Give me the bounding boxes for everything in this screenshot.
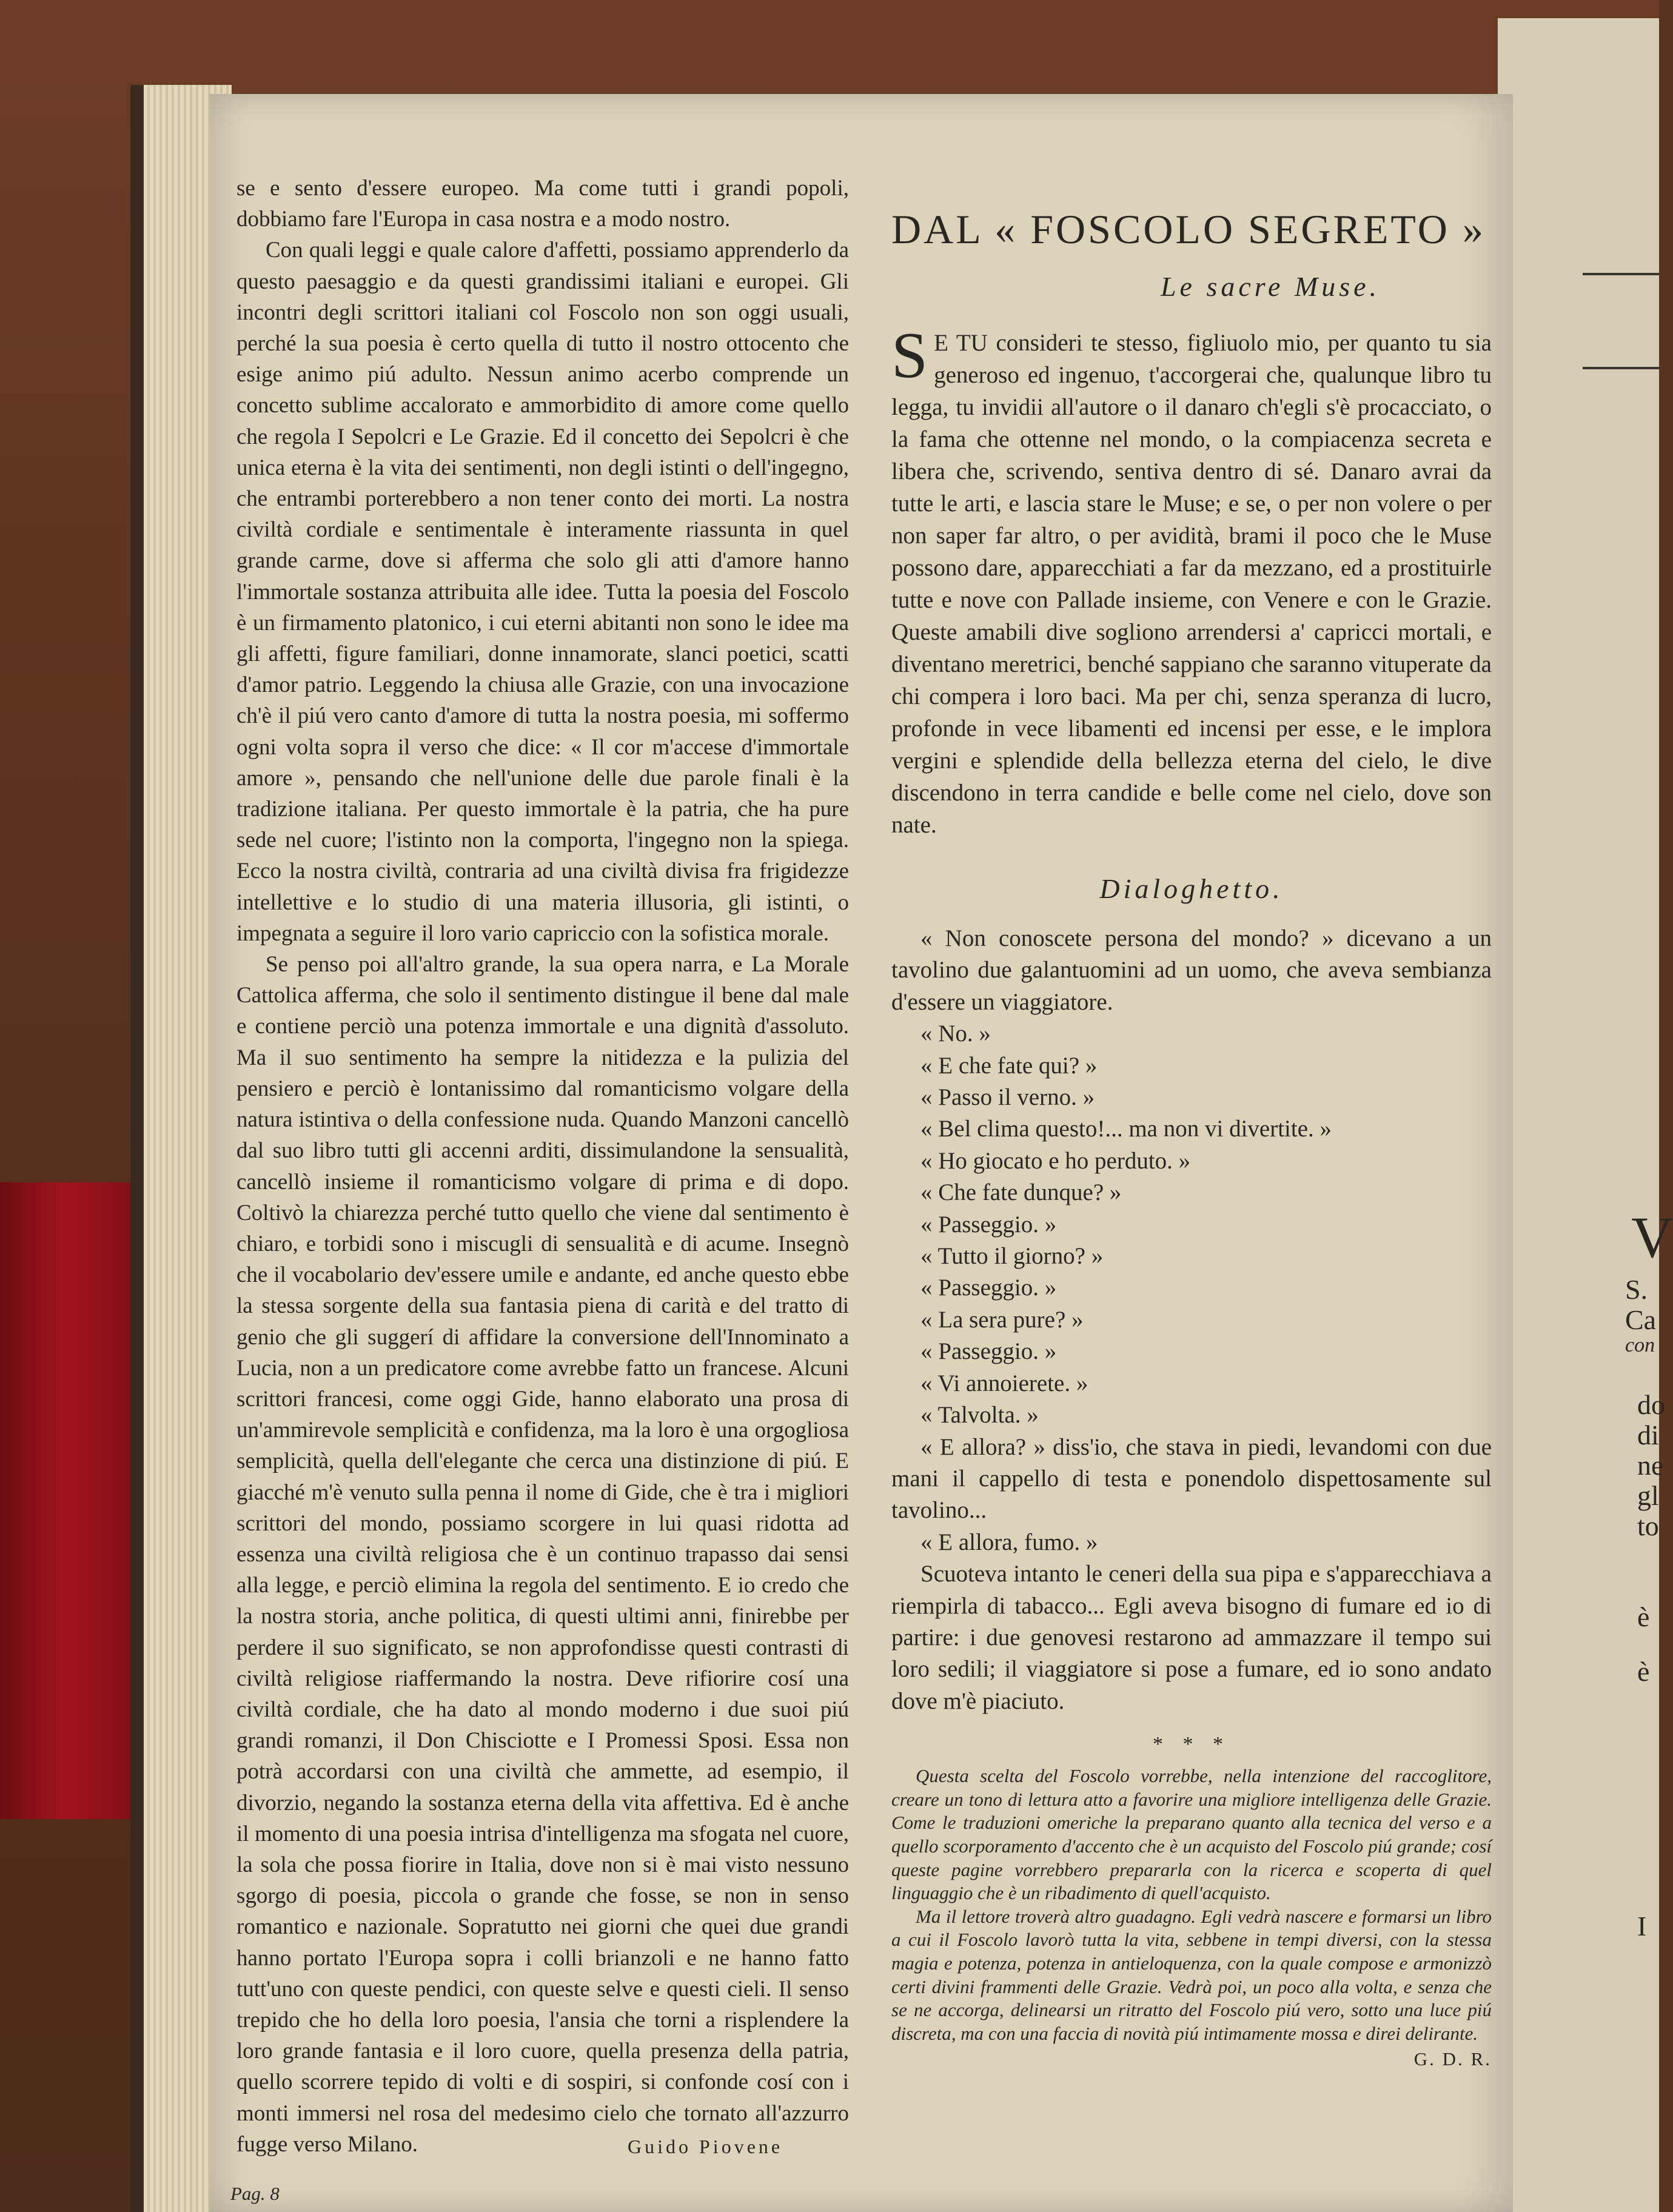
paragraph: se e sento d'essere europeo. Ma come tutti i grandi popoli, dobbiamo fare l'Europa in casa nostra e a modo nostro. <box>236 176 849 232</box>
right-column <box>891 200 1492 2071</box>
dialogue-line: « Non conoscete persona del mondo? » dicevano a un tavolino due galantuomini ad un uomo, che aveva sembianza d'essere un viaggiatore. <box>891 925 1492 1015</box>
adjacent-fragment: do <box>1637 1389 1665 1420</box>
adjacent-fragment: V <box>1631 1205 1673 1270</box>
dialogue-line: « E allora? » diss'io, che stava in piedi, levandomi con due mani il cappello di testa e ponendolo dispettosamente sul tavolino... <box>891 1433 1492 1524</box>
dialogue-line: « Passo il verno. » <box>920 1084 1095 1111</box>
dialogue-line: Scuoteva intanto le ceneri della sua pipa e s'apparecchiava a riempirla di tabacco... Egli aveva bisogno di fumare ed io di partire: i due genovesi restarono ad ammazzare il tempo sui loro sedili; il viaggiatore si pose a fumare, ed io sono andato dove m'è piaciuto. <box>891 1561 1492 1714</box>
page-number: Pag. 8 <box>230 2183 280 2204</box>
adjacent-fragment: di <box>1637 1419 1659 1450</box>
dialogue-line: « Che fate dunque? » <box>920 1179 1122 1206</box>
adjacent-page <box>1498 18 1659 2212</box>
dialogue-line: « No. » <box>920 1021 991 1047</box>
adjacent-fragment: è <box>1637 1601 1650 1632</box>
adjacent-fragment: con <box>1625 1334 1655 1356</box>
section-text: E TU consideri te stesso, figliuolo mio, per quanto tu sia generoso ed ingenuo, t'accorgerai che, qualunque libro tu legga, tu invidii all'autore o il danaro ch'egli s'è procacciato, o la fama che ottenne nel mondo, o la compiacenza secreta e libera che, scrivendo, sentiva dentro di sé. Danaro avrai da tutte le arti, e lascia stare le Muse; e se, o per non volere o per non saper far altro, o per avidità, brami il poco che le Muse possono dare, apparecchiati a far da mezzano, ed a prostituirle tutte e nove con Pallade insieme, con Venere e con le Grazie. Queste amabili dive sogliono arrendersi a' capricci mortali, e diventano meretrici, benché sappiano che saranno vituperate da chi compera i loro baci. Ma per chi, senza speranza di lucro, profonde in vece libamenti ed incensi per esse, e le implora vergini e splendide della bellezza eterna del cielo, le dive discendono in terra candide e belle come nel cielo, dove son nate. <box>891 330 1492 838</box>
author-signature: Guido Piovene <box>628 2136 783 2157</box>
section-body <box>891 320 1492 841</box>
dialogue-line: « E allora, fumo. » <box>920 1529 1098 1555</box>
dialogue-line: « Passeggio. » <box>920 1275 1057 1301</box>
adjacent-fragment: è <box>1637 1656 1650 1687</box>
dialogue-line: « Ho giocato e ho perduto. » <box>920 1147 1191 1174</box>
section-title: Dialoghetto. <box>1099 873 1284 904</box>
dialogue-line: « E che fate qui? » <box>920 1052 1098 1079</box>
magazine-page <box>209 94 1513 2212</box>
dialogue-line: « Passeggio. » <box>920 1211 1057 1238</box>
dialogue-line: « Bel clima questo!... ma non vi divertite. » <box>920 1116 1332 1142</box>
separator: * * * <box>1153 1733 1230 1756</box>
section-title: Le sacre Muse. <box>1160 271 1381 302</box>
note-signature: G. D. R. <box>1413 2048 1492 2070</box>
article-title: DAL « FOSCOLO SEGRETO » <box>891 206 1486 252</box>
note-paragraph: Ma il lettore troverà altro guadagno. Egli vedrà nascere e formarsi un libro a cui il Foscolo lavorò tutta la vita, sebbene in tempi diversi, con la stessa magia e potenza, potenza in antieloquenza, con la quale compose e armonizzò certi divini frammenti delle Grazie. Vedrà poi, un poco alla volta, e senza che se ne accorga, delinearsi un ritratto del Foscolo piú vero, sotto una luce piú discreta, ma con una faccia di novità piú intimamente mossa e direi delirante. <box>891 1905 1492 2044</box>
adjacent-fragment: ne <box>1637 1450 1664 1481</box>
drop-cap: S <box>891 320 928 392</box>
adjacent-fragment: to <box>1637 1510 1659 1541</box>
adjacent-fragment: gl <box>1637 1480 1659 1511</box>
dialogue-line: « Passeggio. » <box>920 1338 1057 1365</box>
adjacent-fragment: S. <box>1625 1274 1648 1305</box>
note-paragraph: Questa scelta del Foscolo vorrebbe, nella intenzione del raccoglitore, creare un tono di lettura atto a favorire una migliore intelligenza delle Grazie. Come le traduzioni omeriche la preparano quanto alla tecnica del verso e a quello scorporamento d'accento che è un acquisto del Foscolo piú grande; cosí queste pagine vorrebbero prepararla con la ricerca e scoperta di quel linguaggio che è un ribadimento di quell'acquisto. <box>891 1765 1492 1904</box>
dialogue-line: « Tutto il giorno? » <box>920 1243 1104 1270</box>
red-cloth <box>0 1182 146 1819</box>
adjacent-fragment: Ca <box>1625 1304 1657 1335</box>
adjacent-fragment: I <box>1637 1911 1647 1942</box>
dialogue-line: « Vi annoierete. » <box>920 1370 1088 1396</box>
paragraph: Con quali leggi e quale calore d'affetti, possiamo apprenderlo da questo paesaggio e da questi grandissimi italiani e europei. Gli incontri degli scrittori italiani col Foscolo non son oggi usuali, perché la sua poesia è certo quella di tutto il nostro ottocento che esige animo piú adulto. Nessun animo acerbo comprende un concetto sublime accalorato e ammorbidito di amore come quello che regola I Sepolcri e Le Grazie. Ed il concetto dei Sepolcri è che unica eterna è la vita dei sentimenti, non degli istinti o dell'ingegno, che entrambi porterebbero a non tener conto dei morti. La nostra civiltà cordiale e sentimentale è interamente riassunta in quel grande carme, dove si afferma che solo gli atti d'amore hanno l'immortale sostanza attribuita alle idee. Tutta la poesia del Foscolo è un firmamento platonico, i cui eterni abitanti non sono le idee ma gli affetti, figure familiari, donne innamorate, slanci poetici, scatti d'amor patrio. Leggendo la chiusa alle Grazie, con una invocazione ch'è il piú vero canto d'amore di tutta la nostra poesia, mi soffermo ogni volta sopra il verso che dice: « Il cor m'accese d'immortale amore », pensando che nell'unione delle due parole finali è la tradizione italiana. Per questo immortale è la patria, che ha pure sede nel cuore; l'istinto non la comporta, l'ingegno non la spiega. Ecco la nostra civiltà, contraria ad una civiltà divisa fra frigidezze intellettive e lo studio di una materia illusoria, gli istinti, o impegnata a seguire il loro vario capriccio con la sofistica morale. <box>236 238 849 946</box>
dialogue <box>891 923 1492 1717</box>
paragraph: Se penso poi all'altro grande, la sua opera narra, e La Morale Cattolica afferma, che solo il sentimento distingue il bene dal male e contiene perciò una potenza immortale e una dignità d'assoluto. Ma il suo sentimento ha sempre la nitidezza e la pulizia del pensiero e perciò è lontanissimo dal romanticismo volgare della natura istintiva o della confessione nuda. Quando Manzoni cancellò dal suo libro tutti gli accenni arditi, dissimulandone la sensualità, cancellò insieme il romanticismo volgare di prima e di dopo. Coltivò la chiarezza perché tutto quello che viene dal sentimento è chiaro, e torbidi sono i miscugli di sensualità e di acume. Insegnò che il vocabolario dev'essere umile e andante, ed anche questo ebbe la stessa sorgente della sua fantasia piena di carità e del tratto di genio che gli suggerí di affidare la conversione dell'Innominato a Lucia, non a un predicatore come avrebbe fatto un francese. Alcuni scrittori francesi, come oggi Gide, hanno elaborato una prosa di un'ammirevole semplicità e confidenza, ma la loro è una orgogliosa semplicità, quella dell'elegante che cerca una distinzione di piú. E giacché m'è venuto sulla penna il nome di Gide, che è tra i migliori scrittori del mondo, possiamo scorgere in lui quasi ridotta ad essenza una civiltà religiosa che è un continuo trapasso dai sensi alla legge, e perciò elimina la regola del sentimento. E io credo che la nostra storia, anche politica, di questi ultimi anni, finirebbe per perdere il suo significato, se non approfondisse questi contrasti di civiltà religiose riaffermando la nostra. Deve rifiorire cosí una civiltà cordiale, che ha dato al mondo moderno i due suoi piú grandi romanzi, il Don Chisciotte e I Promessi Sposi. Essa non potrà accordarsi con una civiltà che ammette, ad esempio, il divorzio, negando la sostanza eterna della vita affettiva. Ed è anche il momento di una poesia intrisa d'intelligenza ma sfogata nel cuore, la sola che possa fiorire in Italia, dove non si è mai visto nessuno sgorgo di poesia, piccola o grande che fosse, se non in senso romantico e nazionale. Sopratutto nei giorni che quei due grandi hanno portato l'Europa sopra i colli brianzoli e ne hanno fatto tutt'uno con queste pendici, con queste selve e questi cieli. Il senso trepido che ho della loro poesia, l'ansia che torni a risplendere la loro grande fantasia e il loro cuore, quella presenza della patria, quello scorrere tepido di volti e di sospiri, si confonde cosí con i monti immersi nel rosa del medesimo cielo che tornato all'azzurro fugge verso Milano. <box>236 952 849 2157</box>
adjacent-page-rule <box>1583 367 1659 369</box>
adjacent-page-rule <box>1583 273 1659 275</box>
left-column <box>236 173 849 2160</box>
editor-note <box>891 1765 1492 2071</box>
dialogue-line: « Talvolta. » <box>920 1402 1039 1429</box>
dialogue-line: « La sera pure? » <box>920 1306 1084 1333</box>
